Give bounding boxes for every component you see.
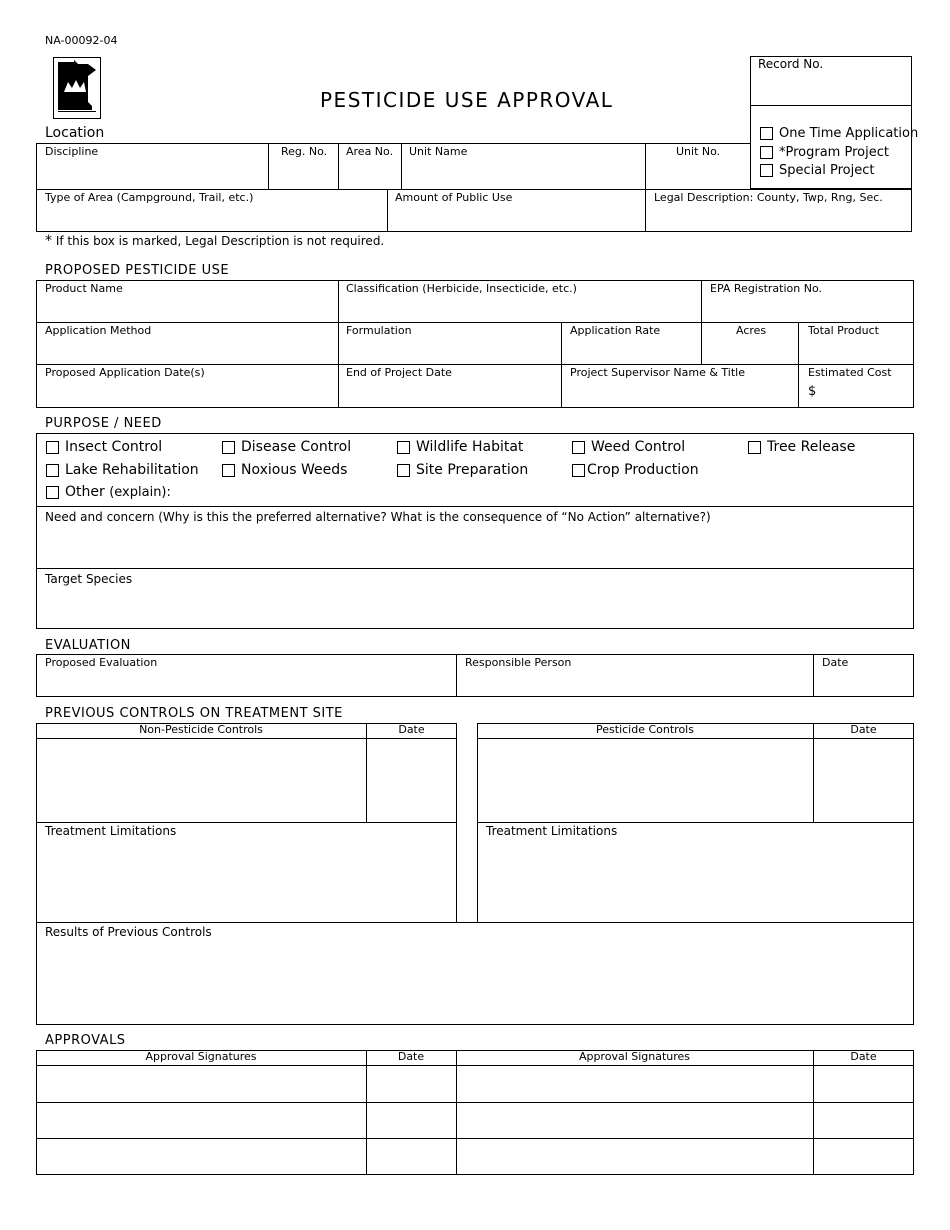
tree-release-checkbox[interactable]: Tree Release xyxy=(748,439,855,455)
non-pesticide-header: Non-Pesticide Controls xyxy=(139,723,263,736)
page-title: PESTICIDE USE APPROVAL xyxy=(320,88,614,112)
approval-signature-field[interactable] xyxy=(458,1067,811,1100)
proposed-evaluation-label: Proposed Evaluation xyxy=(45,656,158,669)
responsible-person-field[interactable] xyxy=(458,671,811,695)
product-name-field[interactable] xyxy=(38,297,336,320)
pesticide-header: Pesticide Controls xyxy=(596,723,694,736)
approval-date-field[interactable] xyxy=(815,1104,912,1136)
acres-label: Acres xyxy=(736,324,767,337)
purpose-heading: PURPOSE / NEED xyxy=(45,416,162,431)
discipline-field[interactable] xyxy=(38,160,266,188)
proposed-dates-field[interactable] xyxy=(38,381,336,406)
total-product-label: Total Product xyxy=(808,324,879,337)
unit-name-field[interactable] xyxy=(403,160,643,188)
proposed-evaluation-field[interactable] xyxy=(38,671,454,695)
reg-no-field[interactable] xyxy=(270,160,336,188)
formulation-label: Formulation xyxy=(346,324,412,337)
target-species-field[interactable] xyxy=(38,590,912,627)
formulation-field[interactable] xyxy=(340,339,559,362)
responsible-person-label: Responsible Person xyxy=(465,656,572,669)
non-pesticide-date-header: Date xyxy=(398,723,425,736)
evaluation-date-label: Date xyxy=(822,656,849,669)
pesticide-date-header: Date xyxy=(850,723,877,736)
pesticide-date-field[interactable] xyxy=(815,740,912,820)
approval-date-header-left: Date xyxy=(397,1050,425,1063)
end-date-field[interactable] xyxy=(340,381,559,406)
proposed-dates-label: Proposed Application Date(s) xyxy=(45,366,205,379)
program-project-checkbox[interactable]: *Program Project xyxy=(760,145,889,160)
pesticide-limitations-label: Treatment Limitations xyxy=(486,824,618,838)
approval-signatures-header-right: Approval Signatures xyxy=(578,1050,691,1063)
epa-reg-field[interactable] xyxy=(703,297,912,320)
end-date-label: End of Project Date xyxy=(346,366,452,379)
approval-date-field[interactable] xyxy=(368,1104,454,1136)
proposed-heading: PROPOSED PESTICIDE USE xyxy=(45,263,230,278)
target-species-label: Target Species xyxy=(45,572,133,586)
classification-label: Classification (Herbicide, Insecticide, etc.) xyxy=(346,282,577,295)
other-checkbox[interactable]: Other (explain): xyxy=(46,484,171,500)
noxious-weeds-checkbox[interactable]: Noxious Weeds xyxy=(222,462,347,478)
epa-reg-label: EPA Registration No. xyxy=(710,282,822,295)
disease-control-checkbox[interactable]: Disease Control xyxy=(222,439,351,455)
dollar-sign: $ xyxy=(808,384,817,399)
other-explain-field[interactable] xyxy=(165,484,910,504)
amount-public-use-label: Amount of Public Use xyxy=(395,191,513,204)
approvals-heading: APPROVALS xyxy=(45,1033,126,1048)
type-of-area-label: Type of Area (Campground, Trail, etc.) xyxy=(45,191,254,204)
unit-no-field[interactable] xyxy=(647,160,749,188)
crop-production-checkbox[interactable]: Crop Production xyxy=(572,462,699,478)
area-no-label: Area No. xyxy=(346,145,394,158)
location-footnote: * If this box is marked, Legal Description is not required. xyxy=(45,233,385,249)
supervisor-field[interactable] xyxy=(563,381,796,406)
minnesota-logo-icon xyxy=(54,58,100,118)
estimated-cost-label: Estimated Cost xyxy=(808,366,892,379)
previous-heading: PREVIOUS CONTROLS ON TREATMENT SITE xyxy=(45,706,343,721)
unit-no-label: Unit No. xyxy=(676,145,721,158)
record-no-field[interactable] xyxy=(752,74,910,104)
total-product-field[interactable] xyxy=(800,339,912,362)
pesticide-controls-field[interactable] xyxy=(479,740,811,820)
reg-no-label: Reg. No. xyxy=(281,145,328,158)
one-time-application-checkbox[interactable]: One Time Application xyxy=(760,126,918,141)
results-label: Results of Previous Controls xyxy=(45,925,212,939)
application-method-label: Application Method xyxy=(45,324,152,337)
estimated-cost-field[interactable] xyxy=(820,381,912,406)
unit-name-label: Unit Name xyxy=(409,145,468,158)
approval-signature-field[interactable] xyxy=(38,1067,364,1100)
approval-signature-field[interactable] xyxy=(458,1140,811,1173)
approval-date-field[interactable] xyxy=(815,1067,912,1100)
discipline-label: Discipline xyxy=(45,145,99,158)
legal-description-label: Legal Description: County, Twp, Rng, Sec. xyxy=(654,191,883,204)
non-pesticide-controls-field[interactable] xyxy=(38,740,364,820)
application-method-field[interactable] xyxy=(38,339,336,362)
application-rate-field[interactable] xyxy=(563,339,699,362)
non-pesticide-date-field[interactable] xyxy=(368,740,455,820)
non-pesticide-limitations-label: Treatment Limitations xyxy=(45,824,177,838)
approval-date-field[interactable] xyxy=(368,1140,454,1173)
approval-date-header-right: Date xyxy=(850,1050,877,1063)
approval-signature-field[interactable] xyxy=(38,1104,364,1136)
need-concern-label: Need and concern (Why is this the preferred alternative? What is the consequence of “No Action” alternative?) xyxy=(45,510,711,524)
supervisor-label: Project Supervisor Name & Title xyxy=(570,366,746,379)
dnr-logo xyxy=(53,57,101,119)
area-no-field[interactable] xyxy=(340,160,399,188)
type-of-area-field[interactable] xyxy=(38,206,385,230)
need-concern-field[interactable] xyxy=(38,528,912,566)
form-code: NA-00092-04 xyxy=(45,34,118,47)
insect-control-checkbox[interactable]: Insect Control xyxy=(46,439,162,455)
approval-signatures-header-left: Approval Signatures xyxy=(145,1050,257,1063)
evaluation-date-field[interactable] xyxy=(815,671,912,695)
location-heading: Location xyxy=(45,125,105,141)
weed-control-checkbox[interactable]: Weed Control xyxy=(572,439,685,455)
wildlife-habitat-checkbox[interactable]: Wildlife Habitat xyxy=(397,439,523,455)
special-project-checkbox[interactable]: Special Project xyxy=(760,163,874,178)
approval-signature-field[interactable] xyxy=(458,1104,811,1136)
approval-signature-field[interactable] xyxy=(38,1140,364,1173)
approval-date-field[interactable] xyxy=(815,1140,912,1173)
non-pesticide-limitations-field[interactable] xyxy=(38,842,455,921)
site-preparation-checkbox[interactable]: Site Preparation xyxy=(397,462,528,478)
amount-public-use-field[interactable] xyxy=(389,206,643,230)
pesticide-limitations-field[interactable] xyxy=(479,842,912,921)
application-rate-label: Application Rate xyxy=(570,324,661,337)
acres-field[interactable] xyxy=(703,339,796,362)
legal-description-field[interactable] xyxy=(647,206,910,230)
record-no-label: Record No. xyxy=(758,57,824,71)
classification-field[interactable] xyxy=(340,297,699,320)
evaluation-heading: EVALUATION xyxy=(45,638,131,653)
results-field[interactable] xyxy=(38,942,912,1023)
product-name-label: Product Name xyxy=(45,282,123,295)
lake-rehabilitation-checkbox[interactable]: Lake Rehabilitation xyxy=(46,462,199,478)
approval-date-field[interactable] xyxy=(368,1067,454,1100)
